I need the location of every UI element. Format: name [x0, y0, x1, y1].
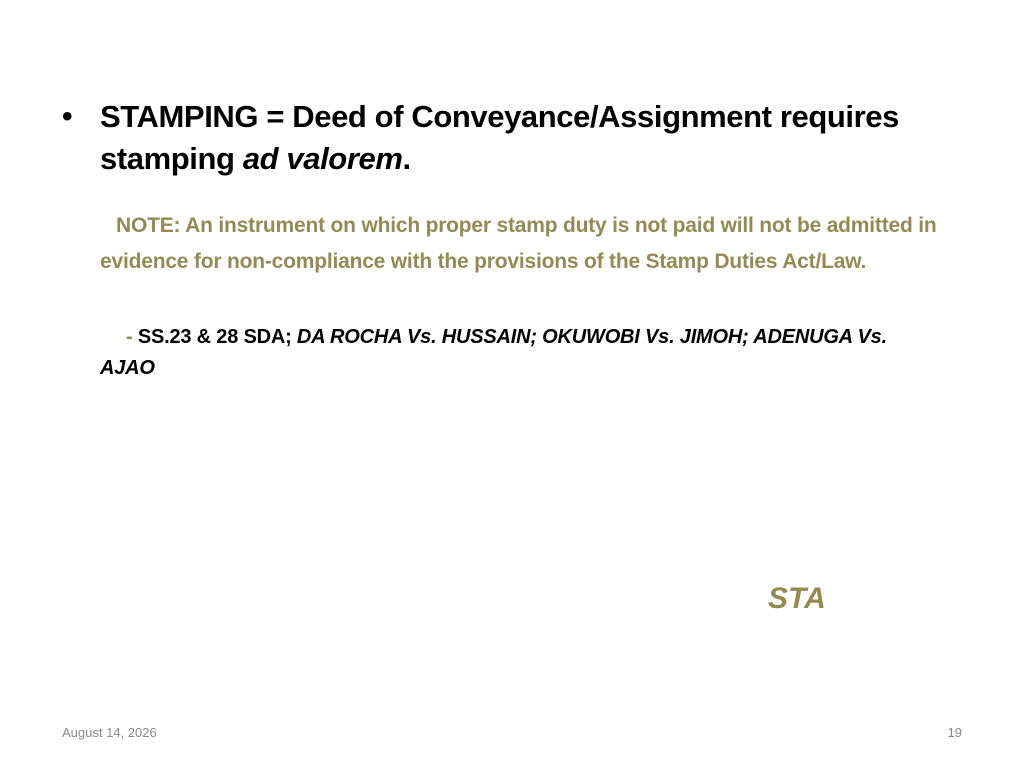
note-paragraph: [100, 208, 940, 280]
footer-date: August 14, 2026: [62, 725, 157, 740]
citation-case-okuwobi: OKUWOBI Vs. JIMOH;: [542, 326, 754, 348]
bullet-heading: [100, 96, 900, 180]
bullet-heading-text: STAMPING = Deed of Conveyance/Assignment requires stamping: [100, 99, 899, 176]
citation-case-adenuga: ADENUGA Vs. AJAO: [100, 326, 887, 379]
case-citations: [100, 322, 920, 384]
citation-dash: -: [126, 326, 133, 348]
sta-text: STA: [768, 582, 826, 615]
citation-sections: SS.23 & 28 SDA;: [137, 326, 297, 348]
bullet-dot-icon: •: [62, 100, 73, 133]
citation-case-da-rocha: DA ROCHA Vs. HUSSAIN;: [296, 326, 543, 348]
note-text: NOTE: An instrument on which proper stamp duty is not paid will not be admitted in evidence for non-compliance with the provisions of the Stamp Duties Act/Law.: [100, 214, 937, 273]
bullet-heading-italic: ad valorem: [242, 141, 403, 176]
footer-page-number: 19: [947, 725, 962, 740]
bullet-heading-period: .: [402, 141, 411, 176]
